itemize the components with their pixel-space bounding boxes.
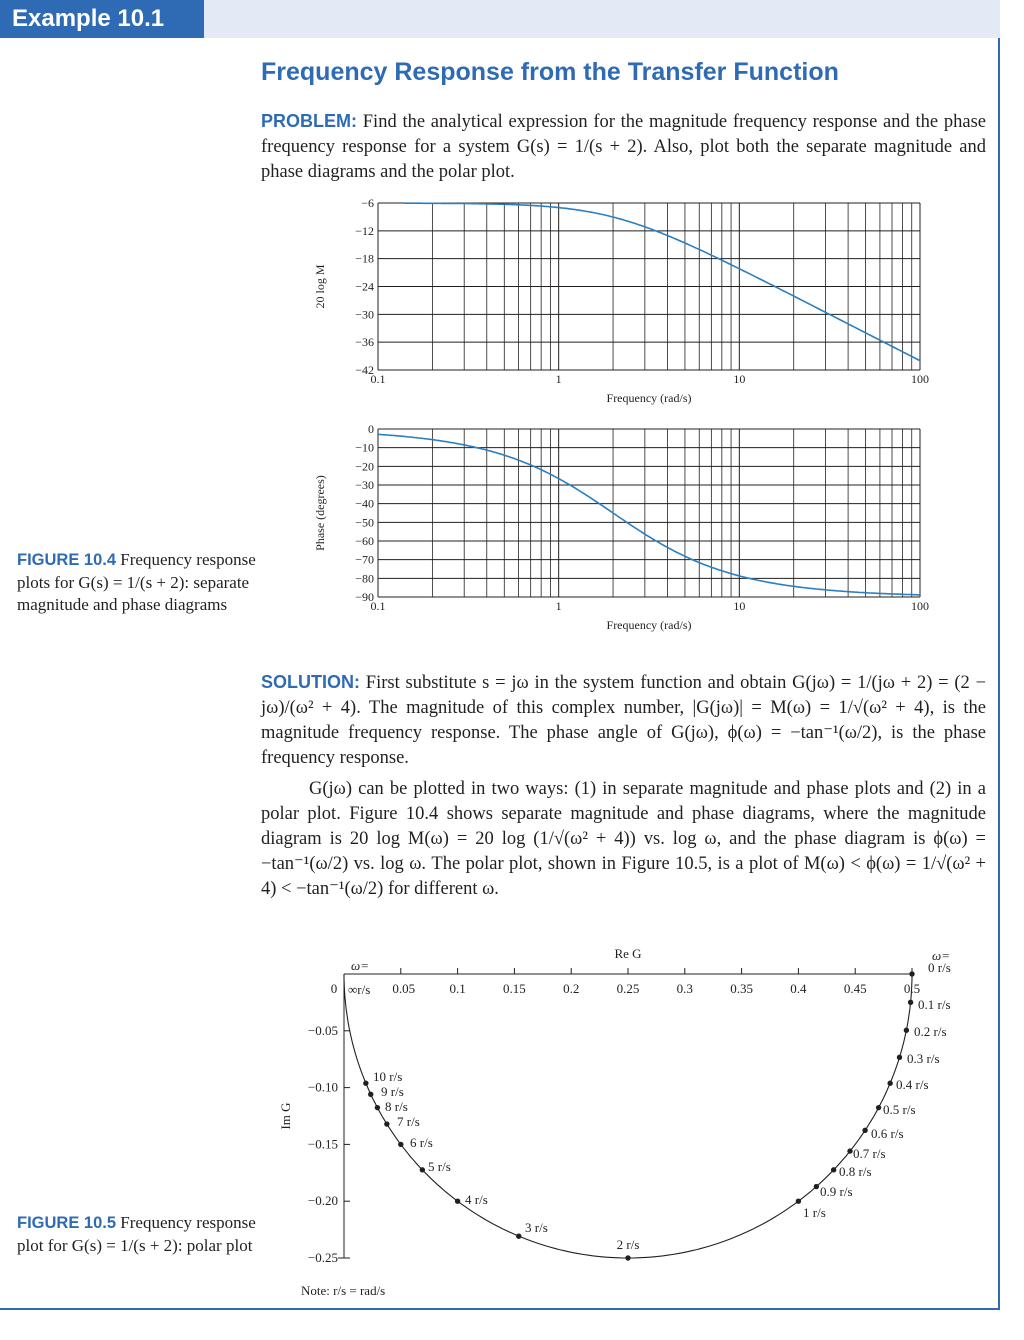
polar-point-label: 10 r/s [373,1069,403,1084]
bode0-x-tick-label: 10 [733,372,746,386]
problem-text: Find the analytical expression for the magnitude frequency response and the phase frequency response for a system G(s) = 1/(s + 2). Also, plot both the separate magnitude and phase diagrams and the polar plot. [261,112,986,182]
bode1-y-axis-label: Phase (degrees) [313,475,327,551]
polar-x-tick-label: 0.25 [616,981,640,996]
bode1-x-tick-label: 10 [733,599,746,613]
polar-y-tick-label: −0.10 [307,1079,338,1095]
bode1-y-tick-label: −20 [355,459,374,474]
polar-point [876,1105,881,1110]
polar-point [384,1121,389,1126]
polar-point-label: 8 r/s [385,1099,408,1114]
bode1-y-tick-label: −70 [355,552,374,567]
polar-x-tick-label: 0.05 [392,981,416,996]
polar-x-tick-label: 0 [330,981,338,996]
section-title: Frequency Response from the Transfer Function [261,58,839,86]
polar-point-label: 0.8 r/s [839,1164,872,1179]
bode0-series-line [404,203,920,361]
bode1-y-tick-label: −30 [355,478,374,492]
polar-point-label: 9 r/s [381,1084,404,1099]
polar-omega-label-zero: ω= [932,948,950,963]
figure-10-4-label: FIGURE 10.4 [17,551,117,569]
polar-point-label: 0 r/s [928,960,951,975]
polar-point-label: 0.7 r/s [853,1146,886,1161]
bode0-y-tick-label: −24 [355,279,374,294]
polar-point [908,1000,913,1005]
bode1-y-tick-label: −40 [355,496,374,511]
bode1-x-tick-label: 0.1 [370,599,386,613]
bode0-y-tick-label: −36 [355,335,374,350]
figure-10-4-text: Frequency response plots for G(s) = 1/(s + 2): separate magnitude and phase diagrams [17,550,256,614]
polar-point-label: 0.3 r/s [907,1051,940,1066]
polar-point [909,971,914,976]
polar-point [814,1184,819,1189]
polar-y-tick-label: −0.20 [307,1193,338,1209]
polar-point-label: 5 r/s [428,1159,451,1174]
polar-omega-label-inf: ω= [351,958,369,973]
polar-note: Note: r/s = rad/s [301,1283,386,1298]
polar-point [398,1142,403,1147]
solution-label: SOLUTION: [261,672,360,692]
bode0-x-axis-label: Frequency (rad/s) [606,391,692,405]
polar-point [847,1148,852,1153]
bode0-x-tick-label: 100 [911,372,929,386]
bode1-y-tick-label: −80 [355,571,374,586]
polar-point [897,1055,902,1060]
polar-point-label: 4 r/s [465,1192,488,1207]
polar-point [862,1128,867,1133]
polar-x-tick-label: 0.3 [676,981,693,996]
bode0-x-tick-label: 0.1 [370,372,386,386]
polar-point-label: 0.4 r/s [896,1077,929,1092]
polar-y-axis-label: Im G [278,1102,293,1130]
polar-point [363,1081,368,1086]
figure-10-5-label: FIGURE 10.5 [17,1214,117,1232]
polar-point-label: 0.1 r/s [918,997,951,1012]
polar-y-tick-label: −0.25 [307,1250,338,1265]
example-label: Example 10.1 [0,0,204,38]
polar-x-tick-label: 0.45 [843,981,867,996]
polar-x-axis-label: Re G [614,946,642,961]
polar-x-tick-label: 0.15 [503,981,526,996]
polar-x-tick-label: 0.35 [730,981,753,996]
polar-point-label: 0.5 r/s [883,1102,916,1117]
polar-point [625,1255,630,1260]
bode0-x-tick-label: 1 [555,372,562,386]
polar-y-tick-label: −0.15 [307,1136,338,1152]
bode1-x-axis-label: Frequency (rad/s) [606,618,692,632]
bode1-x-tick-label: 100 [911,599,929,613]
polar-point [904,1028,909,1033]
polar-point [831,1167,836,1172]
polar-point [420,1167,425,1172]
bode1-y-tick-label: 0 [368,422,374,436]
polar-point [375,1105,380,1110]
polar-point [796,1199,801,1204]
bode0-y-tick-label: −6 [361,196,374,210]
polar-curve [344,974,912,1258]
bode0-y-axis-label: 20 log M [313,264,327,309]
bode0-y-tick-label: −18 [355,251,374,266]
polar-x-tick-label: 0.4 [790,981,807,996]
polar-point-label: 0.6 r/s [871,1126,904,1141]
polar-point-label: 0.9 r/s [820,1184,853,1199]
bode1-y-tick-label: −10 [355,440,374,455]
bode0-y-tick-label: −12 [355,223,374,238]
solution-text-1: First substitute s = jω in the system function and obtain G(jω) = 1/(jω + 2) = (2 − jω)/(ω² + 4). The magnitude of this complex number, |G(jω)| = M(ω) = 1/√(ω² + 4), is the magnitude frequency response. The phase angle of G(jω), ϕ(ω) = −tan⁻¹(ω/2), is the phase frequency response. [261,673,987,768]
polar-point-label: 1 r/s [803,1205,826,1220]
polar-point [887,1081,892,1086]
bode1-y-tick-label: −90 [355,590,374,604]
bode1-x-tick-label: 1 [555,599,562,613]
problem-label: PROBLEM: [261,111,357,131]
polar-y-tick-label: −0.05 [307,1022,338,1038]
polar-point [516,1233,521,1238]
polar-point [455,1199,460,1204]
polar-x-tick-label: 0.5 [903,981,921,996]
polar-point-label: 2 r/s [616,1237,640,1252]
polar-point-label: 7 r/s [397,1114,420,1129]
polar-x-tick-label: 0.1 [449,981,466,996]
polar-start-label: ∞r/s [348,982,371,997]
polar-point-label: 6 r/s [410,1135,433,1150]
bode1-series-line [378,434,920,595]
solution-paragraph-2: G(jω) can be plotted in two ways: (1) in separate magnitude and phase plots and (2) in a polar plot. Figure 10.4 shows separate magnitude and phase diagrams, where the magnitude diagram is 20 log M(ω) = 20 log (1/√(ω² + 4)) vs. log ω, and the phase diagram is ϕ(ω) = −tan⁻¹(ω/2) vs. log ω. The polar plot, shown in Figure 10.5, is a plot of M(ω) < ϕ(ω) = 1/√(ω² + 4) < −tan⁻¹(ω/2) for different ω. [261,779,986,899]
bode0-y-tick-label: −42 [355,363,374,377]
bode1-y-tick-label: −60 [355,534,374,548]
polar-point-label: 3 r/s [525,1220,548,1235]
bode0-y-tick-label: −30 [355,307,374,322]
polar-point [368,1092,373,1097]
bode1-y-tick-label: −50 [355,515,374,530]
figure-10-5-text: Frequency response plot for G(s) = 1/(s + 2): polar plot [17,1213,256,1255]
polar-point-label: 0.2 r/s [914,1024,947,1039]
polar-x-tick-label: 0.2 [563,981,580,996]
